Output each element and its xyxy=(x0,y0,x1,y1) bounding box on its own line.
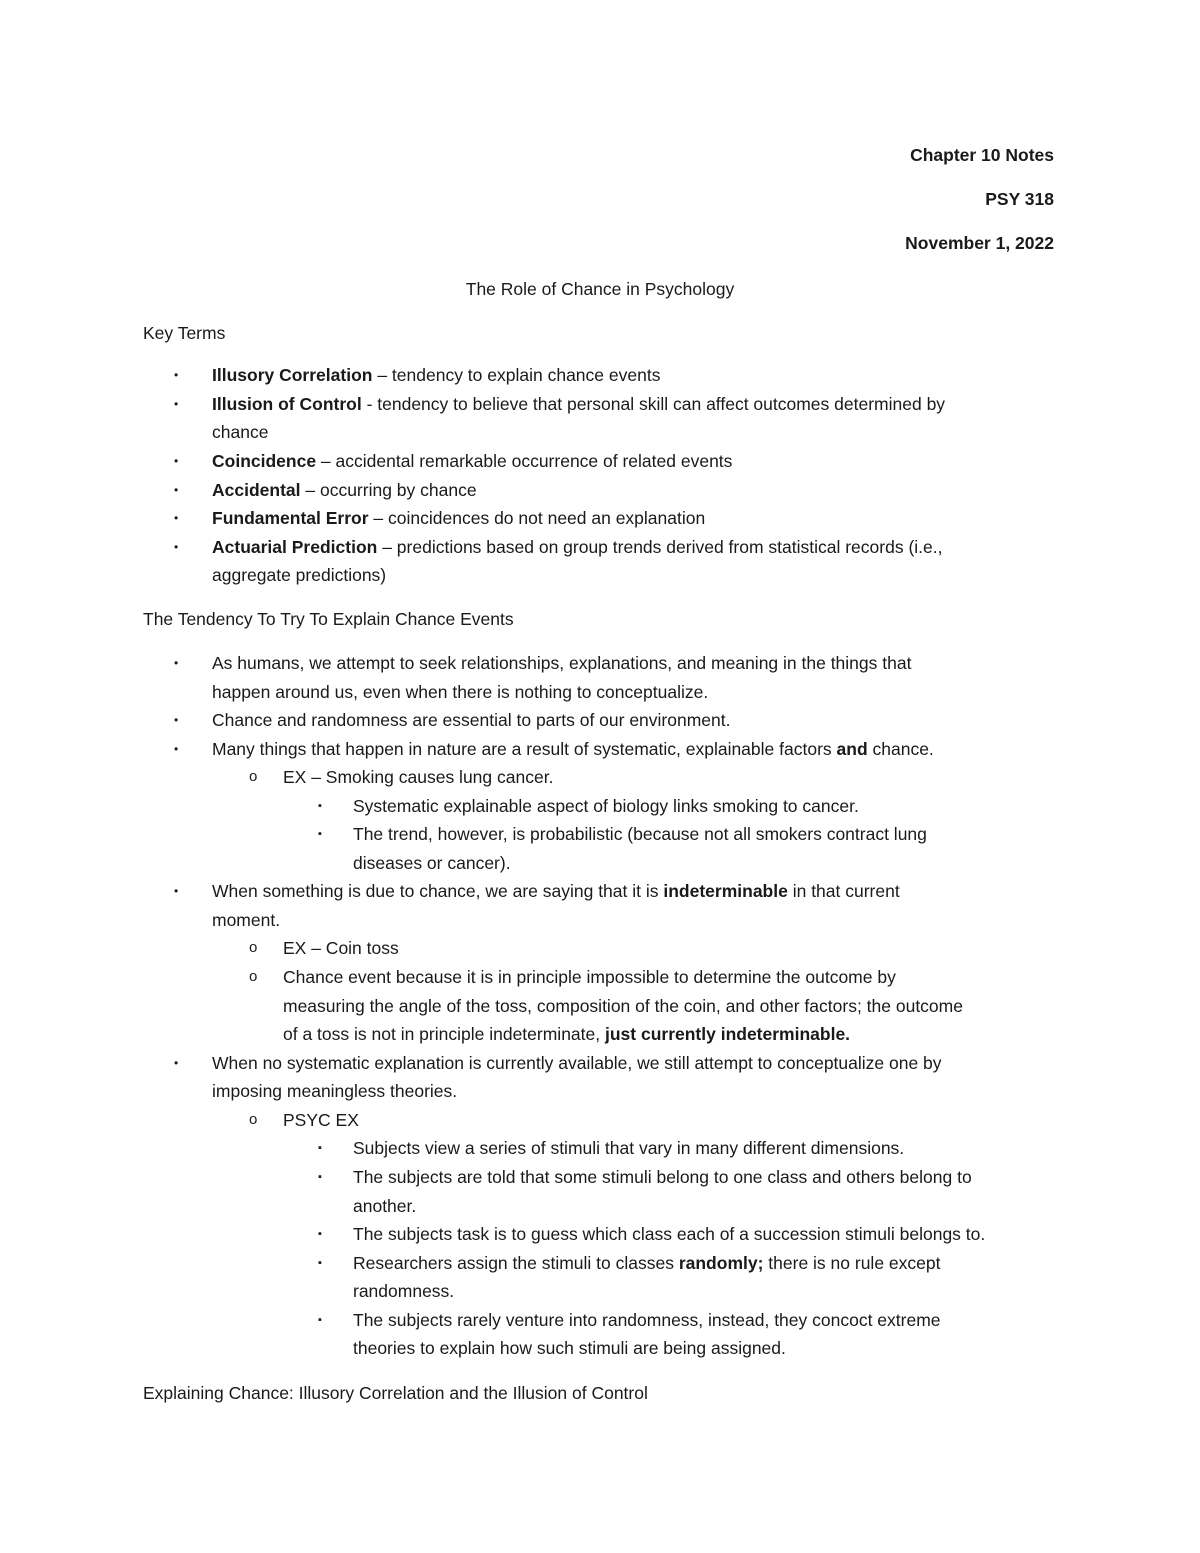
term-definition: tendency to believe that personal skill can affect outcomes determined by xyxy=(377,394,946,414)
term-definition: coincidences do not need an explanation xyxy=(388,508,706,528)
sub-sub-list-item: ▪ The subjects are told that some stimuli belong to one class and others belong to xyxy=(353,1163,972,1192)
sub-list-item-continued: measuring the angle of the toss, composition of the coin, and other factors; the outcome xyxy=(283,996,963,1016)
bullet-marker: • xyxy=(174,884,179,898)
list-item: • When something is due to chance, we are saying that it is indeterminable in that current xyxy=(212,877,900,906)
term-label: Accidental xyxy=(212,480,301,500)
key-terms-heading: Key Terms xyxy=(143,323,226,343)
sub-sub-list-item: ▪ The subjects rarely venture into randomness, instead, they concoct extreme xyxy=(353,1306,941,1335)
list-item-continued: imposing meaningless theories. xyxy=(212,1081,458,1101)
bullet-marker: • xyxy=(174,368,179,382)
chapter-title: Chapter 10 Notes xyxy=(910,145,1054,165)
term-definition: occurring by chance xyxy=(319,480,477,500)
section-heading: Explaining Chance: Illusory Correlation and the Illusion of Control xyxy=(143,1383,648,1403)
bullet-marker: • xyxy=(174,1056,179,1070)
list-item xyxy=(174,706,731,735)
square-marker: ▪ xyxy=(318,828,322,840)
list-item: • When no systematic explanation is currently available, we still attempt to conceptualize one by xyxy=(212,1049,942,1078)
sub-sub-list-item: ▪ Systematic explainable aspect of biology links smoking to cancer. xyxy=(353,792,859,821)
bullet-marker: • xyxy=(174,713,179,727)
document-title: The Role of Chance in Psychology xyxy=(465,279,735,299)
list-item-continued: happen around us, even when there is nothing to conceptualize. xyxy=(212,682,709,702)
square-marker: ▪ xyxy=(318,1314,322,1326)
sub-sub-list-item-continued: randomness. xyxy=(353,1281,455,1301)
term-definition-continued: aggregate predictions) xyxy=(212,565,387,585)
list-item-text: As humans, we attempt to seek relationships, explanations, and meaning in the things that xyxy=(212,653,912,673)
square-marker: ▪ xyxy=(318,1257,322,1269)
bullet-marker: • xyxy=(174,511,179,525)
list-item: • Many things that happen in nature are a result of systematic, explainable factors and chance. xyxy=(212,735,934,764)
square-marker: ▪ xyxy=(318,1171,322,1183)
term-definition: tendency to explain chance events xyxy=(391,365,661,385)
sub-list-item xyxy=(249,763,554,792)
sub-sub-list-item-continued: theories to explain how such stimuli are being assigned. xyxy=(353,1338,786,1358)
sub-list-item: o PSYC EX xyxy=(283,1106,359,1135)
sub-list-item-text: EX – Smoking causes lung cancer. xyxy=(283,767,554,787)
bullet-marker: • xyxy=(174,397,179,411)
sub-list-item-continued: of a toss is not in principle indeterminate, just currently indeterminable. xyxy=(283,1024,851,1044)
course-code: PSY 318 xyxy=(985,189,1054,209)
square-marker: ▪ xyxy=(318,1228,322,1240)
sub-sub-list-item: ▪ Researchers assign the stimuli to classes randomly; there is no rule except xyxy=(353,1249,940,1278)
key-term-item: • Illusion of Control - tendency to believe that personal skill can affect outcomes determined by xyxy=(212,390,945,419)
sub-sub-list-item: ▪ The subjects task is to guess which class each of a succession stimuli belongs to. xyxy=(353,1220,985,1249)
term-definition: accidental remarkable occurrence of related events xyxy=(335,451,733,471)
sub-sub-list-item-continued: diseases or cancer). xyxy=(353,853,511,873)
bullet-marker: • xyxy=(174,483,179,497)
key-term-item: • Actuarial Prediction – predictions based on group trends derived from statistical records (i.e., xyxy=(212,533,942,562)
circle-marker: o xyxy=(249,968,258,985)
term-label: Actuarial Prediction xyxy=(212,537,378,557)
bullet-marker: • xyxy=(174,742,179,756)
circle-marker: o xyxy=(249,1111,258,1128)
section-heading: The Tendency To Try To Explain Chance Events xyxy=(143,609,514,629)
list-item-continued: moment. xyxy=(212,910,281,930)
bullet-marker: • xyxy=(174,454,179,468)
sub-list-item: o EX – Coin toss xyxy=(283,934,399,963)
circle-marker: o xyxy=(249,939,258,956)
key-term-item: • Fundamental Error – coincidences do not need an explanation xyxy=(212,504,705,533)
term-label: Coincidence xyxy=(212,451,317,471)
sub-sub-list-item-continued: another. xyxy=(353,1196,417,1216)
key-term-item: • Accidental – occurring by chance xyxy=(212,476,477,505)
term-label: Fundamental Error xyxy=(212,508,369,528)
list-item-text: Chance and randomness are essential to parts of our environment. xyxy=(212,710,731,730)
square-marker: ▪ xyxy=(318,1142,322,1154)
document-date: November 1, 2022 xyxy=(905,233,1054,253)
circle-marker: o xyxy=(249,768,258,785)
term-label: Illusory Correlation xyxy=(212,365,373,385)
key-term-item: • Illusory Correlation – tendency to explain chance events xyxy=(212,361,660,390)
bullet-marker: • xyxy=(174,656,179,670)
sub-sub-list-item: ▪ The trend, however, is probabilistic (because not all smokers contract lung xyxy=(353,820,927,849)
term-definition: predictions based on group trends derived from statistical records (i.e., xyxy=(396,537,943,557)
sub-list-item: o Chance event because it is in principle impossible to determine the outcome by xyxy=(283,963,896,992)
sub-sub-list-item: ▪ Subjects view a series of stimuli that vary in many different dimensions. xyxy=(353,1134,904,1163)
bullet-marker: • xyxy=(174,540,179,554)
term-label: Illusion of Control xyxy=(212,394,362,414)
square-marker: ▪ xyxy=(318,800,322,812)
list-item xyxy=(174,649,912,678)
key-term-item: • Coincidence – accidental remarkable occurrence of related events xyxy=(212,447,732,476)
term-definition-continued: chance xyxy=(212,422,269,442)
